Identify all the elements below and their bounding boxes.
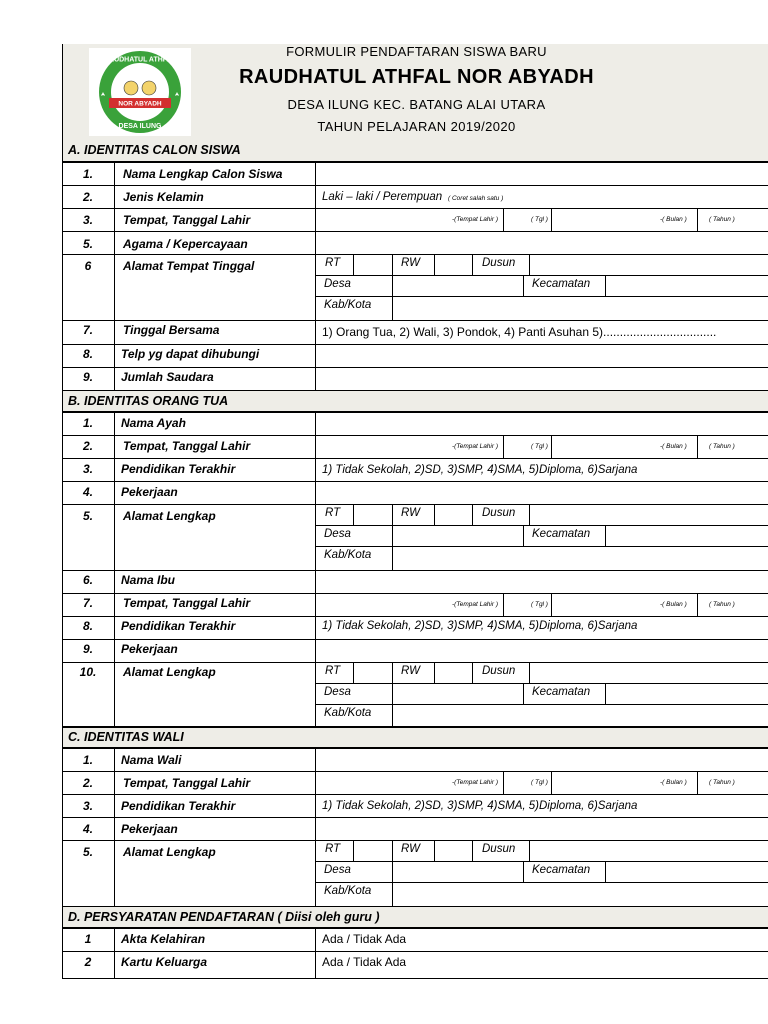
section-d-title: D. PERSYARATAN PENDAFTARAN ( Diisi oleh guru ) [68, 910, 380, 924]
grid-line [315, 683, 768, 684]
logo-ring-text: RAUDHATUL ATHFAL [103, 56, 177, 64]
birth-month-hint: -( Bulan ) [660, 216, 687, 223]
grid-line [62, 928, 768, 929]
grid-line [697, 208, 698, 231]
birth-certificate-status[interactable]: Ada / Tidak Ada [322, 932, 407, 946]
birth-place-hint: -(Tempat Lahir ) [452, 443, 498, 450]
field-label-father-education: Pendidikan Terakhir [121, 462, 236, 476]
grid-line [392, 840, 393, 861]
field-label-gender: Jenis Kelamin [123, 190, 204, 204]
grid-line [62, 254, 768, 255]
grid-line [523, 525, 524, 546]
birth-year-hint: ( Tahun ) [709, 601, 735, 608]
grid-line [472, 504, 473, 525]
school-address: DESA ILUNG KEC. BATANG ALAI UTARA [287, 97, 546, 112]
grid-line [62, 771, 768, 772]
logo-banner-text: NOR ABYADH [118, 100, 162, 108]
row-number: 6 [84, 259, 92, 273]
birth-place-hint: -(Tempat Lahir ) [452, 779, 498, 786]
grid-line [523, 683, 524, 704]
grid-line [697, 435, 698, 458]
field-label-father-name: Nama Ayah [121, 416, 186, 430]
grid-line [62, 840, 768, 841]
grid-line [529, 254, 530, 275]
guardian-education-options[interactable]: 1) Tidak Sekolah, 2)SD, 3)SMP, 4)SMA, 5)Diploma, 6)Sarjana [322, 800, 638, 812]
grid-line [434, 840, 435, 861]
row-number: 5. [82, 845, 93, 859]
grid-line [62, 727, 768, 728]
school-year: TAHUN PELAJARAN 2019/2020 [317, 119, 516, 134]
address-dusun-label: Dusun [482, 665, 516, 677]
grid-line [697, 771, 698, 794]
grid-line [114, 412, 115, 726]
address-rt-label: RT [325, 665, 341, 677]
address-desa-label: Desa [324, 528, 351, 540]
row-number: 1. [82, 753, 93, 767]
mother-education-options[interactable]: 1) Tidak Sekolah, 2)SD, 3)SMP, 4)SMA, 5)Diploma, 6)Sarjana [322, 620, 638, 632]
grid-line [62, 951, 768, 952]
address-kecamatan-label: Kecamatan [532, 278, 591, 290]
field-label-address: Alamat Tempat Tinggal [123, 259, 255, 273]
form-title: FORMULIR PENDAFTARAN SISWA BARU [286, 44, 547, 59]
grid-line [472, 662, 473, 683]
father-education-options[interactable]: 1) Tidak Sekolah, 2)SD, 3)SMP, 4)SMA, 5)Diploma, 6)Sarjana [322, 464, 638, 476]
school-name: RAUDHATUL ATHFAL NOR ABYADH [239, 66, 594, 88]
row-number: 7. [82, 596, 93, 610]
field-label-religion: Agama / Kepercayaan [123, 237, 248, 251]
row-number: 2. [82, 190, 93, 204]
grid-line [551, 593, 552, 616]
grid-line [315, 525, 768, 526]
address-rw-label: RW [401, 257, 420, 269]
grid-line [503, 208, 504, 231]
field-label-guardian-job: Pekerjaan [121, 822, 178, 836]
birth-place-hint: -(Tempat Lahir ) [452, 601, 498, 608]
row-number: 8. [82, 619, 93, 633]
grid-line [62, 162, 768, 163]
address-rw-label: RW [401, 843, 420, 855]
gender-options[interactable]: Laki – laki / Perempuan [322, 191, 443, 203]
field-label-student-name: Nama Lengkap Calon Siswa [123, 167, 283, 181]
address-kabkota-label: Kab/Kota [324, 885, 372, 897]
grid-line [62, 504, 768, 505]
address-kabkota-label: Kab/Kota [324, 549, 372, 561]
family-card-status[interactable]: Ada / Tidak Ada [322, 955, 407, 969]
grid-line [434, 662, 435, 683]
birth-month-hint: -( Bulan ) [660, 779, 687, 786]
living-with-options[interactable]: 1) Orang Tua, 2) Wali, 3) Pondok, 4) Panti Asuhan 5).................................. [322, 325, 717, 339]
grid-line [315, 296, 768, 297]
grid-line [697, 593, 698, 616]
grid-line [315, 928, 316, 978]
section-b-title: B. IDENTITAS ORANG TUA [68, 394, 229, 408]
address-desa-label: Desa [324, 864, 351, 876]
section-c-title: C. IDENTITAS WALI [68, 730, 184, 744]
field-label-mother-education: Pendidikan Terakhir [121, 619, 236, 633]
grid-line [62, 367, 768, 368]
field-label-siblings: Jumlah Saudara [121, 370, 214, 384]
birth-day-hint: ( Tgl ) [531, 216, 548, 223]
grid-line [114, 928, 115, 978]
field-label-birth: Tempat, Tanggal Lahir [123, 213, 251, 227]
row-number: 4. [82, 822, 93, 836]
address-rw-label: RW [401, 665, 420, 677]
birth-day-hint: ( Tgl ) [531, 779, 548, 786]
birth-day-hint: ( Tgl ) [531, 443, 548, 450]
grid-line [114, 748, 115, 906]
grid-line [62, 458, 768, 459]
grid-line [529, 840, 530, 861]
row-number: 7. [82, 323, 93, 337]
row-number: 5. [82, 509, 93, 523]
grid-line [392, 546, 393, 570]
section-d-header [62, 906, 768, 928]
grid-line [62, 570, 768, 571]
field-label-family-card: Kartu Keluarga [121, 955, 208, 969]
grid-line [392, 683, 393, 704]
grid-line [315, 861, 768, 862]
field-label-father-birth: Tempat, Tanggal Lahir [123, 439, 251, 453]
address-dusun-label: Dusun [482, 507, 516, 519]
grid-line [315, 704, 768, 705]
section-c-header [62, 726, 768, 748]
address-rt-label: RT [325, 507, 341, 519]
logo-bottom-text: DESA ILUNG [118, 123, 162, 130]
section-a-title: A. IDENTITAS CALON SISWA [68, 143, 241, 157]
row-number: 10. [79, 665, 97, 679]
grid-line [392, 861, 393, 882]
row-number: 8. [82, 347, 93, 361]
grid-line [62, 231, 768, 232]
address-kecamatan-label: Kecamatan [532, 528, 591, 540]
grid-line [315, 546, 768, 547]
address-desa-label: Desa [324, 686, 351, 698]
grid-line [353, 662, 354, 683]
grid-line [353, 504, 354, 525]
birth-year-hint: ( Tahun ) [709, 443, 735, 450]
address-dusun-label: Dusun [482, 843, 516, 855]
grid-line [62, 794, 768, 795]
row-number: 3. [82, 799, 93, 813]
grid-line [62, 662, 768, 663]
grid-line [605, 861, 606, 882]
field-label-guardian-address: Alamat Lengkap [123, 845, 216, 859]
grid-line [353, 254, 354, 275]
field-label-guardian-education: Pendidikan Terakhir [121, 799, 236, 813]
birth-month-hint: -( Bulan ) [660, 443, 687, 450]
birth-year-hint: ( Tahun ) [709, 216, 735, 223]
row-number: 6. [82, 573, 93, 587]
grid-line [62, 390, 768, 391]
grid-line [503, 435, 504, 458]
birth-month-hint: -( Bulan ) [660, 601, 687, 608]
grid-line [315, 882, 768, 883]
grid-line [114, 162, 115, 390]
address-kabkota-label: Kab/Kota [324, 299, 372, 311]
address-dusun-label: Dusun [482, 257, 516, 269]
grid-line [551, 208, 552, 231]
field-label-guardian-birth: Tempat, Tanggal Lahir [123, 776, 251, 790]
row-number: 2. [82, 439, 93, 453]
grid-line [503, 593, 504, 616]
row-number: 5. [82, 237, 93, 251]
row-number: 3. [82, 462, 93, 476]
grid-line [62, 344, 768, 345]
grid-line [62, 412, 768, 413]
birth-day-hint: ( Tgl ) [531, 601, 548, 608]
grid-line [392, 525, 393, 546]
birth-year-hint: ( Tahun ) [709, 779, 735, 786]
grid-line [551, 771, 552, 794]
row-number: 2 [84, 955, 92, 969]
row-number: 4. [82, 485, 93, 499]
grid-line [62, 639, 768, 640]
field-label-phone: Telp yg dapat dihubungi [121, 347, 260, 361]
grid-line [62, 435, 768, 436]
grid-line [529, 504, 530, 525]
grid-line [315, 412, 316, 726]
row-number: 1 [84, 932, 92, 946]
row-number: 9. [82, 370, 93, 384]
grid-line [315, 162, 316, 390]
field-label-living-with: Tinggal Bersama [123, 323, 220, 337]
row-number: 3. [82, 213, 93, 227]
grid-line [503, 771, 504, 794]
grid-line [62, 320, 768, 321]
grid-line [62, 817, 768, 818]
address-kecamatan-label: Kecamatan [532, 686, 591, 698]
row-number: 1. [82, 167, 93, 181]
section-b-header [62, 390, 768, 412]
grid-line [62, 481, 768, 482]
address-desa-label: Desa [324, 278, 351, 290]
birth-place-hint: -(Tempat Lahir ) [452, 216, 498, 223]
grid-line [605, 275, 606, 296]
grid-line [472, 254, 473, 275]
address-kabkota-label: Kab/Kota [324, 707, 372, 719]
grid-line [392, 704, 393, 728]
field-label-father-job: Pekerjaan [121, 485, 178, 499]
grid-line [523, 861, 524, 882]
grid-line [392, 882, 393, 906]
grid-line [392, 254, 393, 275]
field-label-mother-address: Alamat Lengkap [123, 665, 216, 679]
field-label-guardian-name: Nama Wali [121, 753, 182, 767]
grid-line [62, 593, 768, 594]
grid-line [472, 840, 473, 861]
grid-line [392, 275, 393, 296]
field-label-mother-job: Pekerjaan [121, 642, 178, 656]
row-number: 9. [82, 642, 93, 656]
row-number: 2. [82, 776, 93, 790]
grid-line [62, 906, 768, 907]
grid-line [523, 275, 524, 296]
grid-line [529, 662, 530, 683]
field-label-mother-birth: Tempat, Tanggal Lahir [123, 596, 251, 610]
grid-line [62, 185, 768, 186]
grid-line [605, 525, 606, 546]
row-number: 1. [82, 416, 93, 430]
grid-line [62, 978, 768, 979]
grid-line [392, 296, 393, 320]
grid-line [392, 504, 393, 525]
address-rt-label: RT [325, 257, 341, 269]
grid-line [434, 504, 435, 525]
grid-line [605, 683, 606, 704]
field-label-parent-address: Alamat Lengkap [123, 509, 216, 523]
address-kecamatan-label: Kecamatan [532, 864, 591, 876]
grid-line [315, 275, 768, 276]
grid-line [353, 840, 354, 861]
grid-line [434, 254, 435, 275]
grid-line [551, 435, 552, 458]
address-rw-label: RW [401, 507, 420, 519]
address-rt-label: RT [325, 843, 341, 855]
section-a-header [62, 140, 768, 162]
grid-line [392, 662, 393, 683]
field-label-birth-certificate: Akta Kelahiran [121, 932, 206, 946]
field-label-mother-name: Nama Ibu [121, 573, 176, 587]
gender-note: ( Coret salah satu ) [448, 195, 504, 202]
grid-line [62, 748, 768, 749]
grid-line [62, 208, 768, 209]
grid-line [62, 616, 768, 617]
